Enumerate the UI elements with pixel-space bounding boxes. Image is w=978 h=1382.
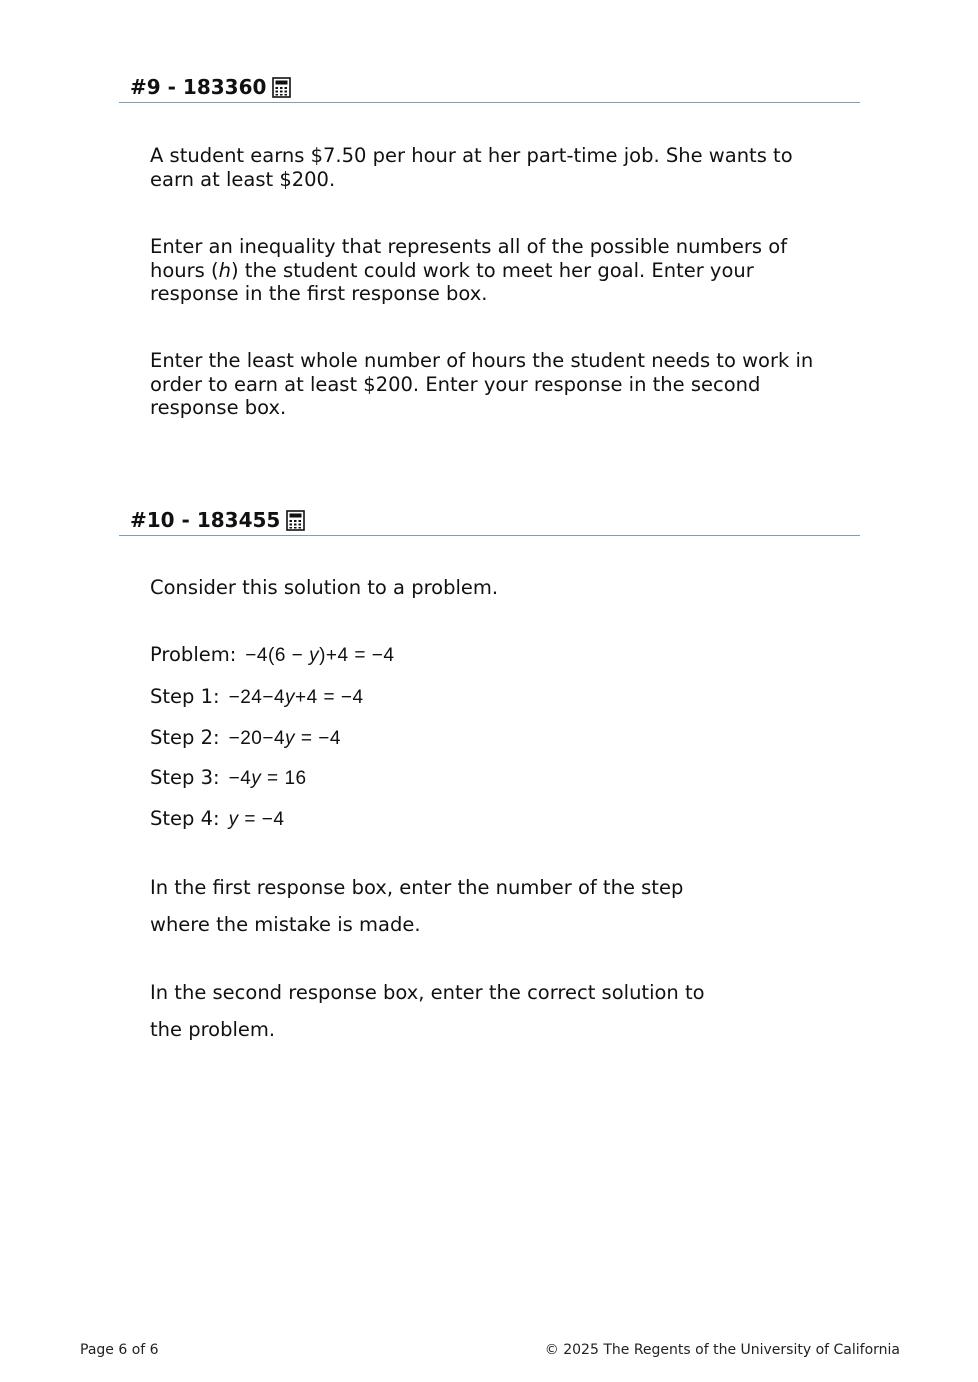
step-line <box>150 685 364 710</box>
step-label: Step 4: <box>150 807 220 830</box>
step-expression: −24−4y+4 = −4 <box>228 687 364 708</box>
variable-h: h <box>218 258 231 282</box>
item-10-instruction-2: In the second response box, enter the correct solution to the problem. <box>150 981 705 1041</box>
copyright: © 2025 The Regents of the University of California <box>544 1342 900 1358</box>
item-10-intro: Consider this solution to a problem. <box>150 576 499 599</box>
step-label: Step 3: <box>150 766 220 789</box>
problem-expression: −4(6 − y)+4 = −4 <box>245 645 395 666</box>
item-10-title <box>130 508 305 532</box>
item-9-paragraph-1: A student earns $7.50 per hour at her part-time job. She wants to earn at least $200. <box>150 144 793 191</box>
calculator-icon[interactable] <box>286 510 305 531</box>
item-9-title <box>130 75 291 99</box>
item-9-para2-text-end: ) the student could work to meet her goal. Enter your response in the first response box. <box>150 258 754 305</box>
item-9-paragraph-2 <box>150 235 840 306</box>
item-10-instruction-1: In the first response box, enter the number of the step where the mistake is made. <box>150 876 684 936</box>
item-9-paragraph-3: Enter the least whole number of hours the student needs to work in order to earn at least $200. Enter your response in the second response box. <box>150 349 814 419</box>
item-10-title-text: #10 - 183455 <box>130 508 281 532</box>
step-expression: −4y = 16 <box>228 768 307 789</box>
problem-label: Problem: <box>150 643 237 666</box>
step-line <box>150 766 307 791</box>
step-label: Step 1: <box>150 685 220 708</box>
problem-line <box>150 643 394 668</box>
step-line <box>150 807 284 832</box>
item-9-divider <box>119 102 860 103</box>
step-line <box>150 726 341 751</box>
step-expression: −20−4y = −4 <box>228 728 341 749</box>
item-10-divider <box>119 535 860 536</box>
calculator-icon[interactable] <box>272 77 291 98</box>
step-label: Step 2: <box>150 726 220 749</box>
item-9-para2-text: Enter an inequality that represents all of the possible numbers of hours ( <box>150 235 788 282</box>
page-number: Page 6 of 6 <box>80 1342 159 1358</box>
step-expression: y = −4 <box>228 809 285 830</box>
item-9-title-text: #9 - 183360 <box>130 75 267 99</box>
